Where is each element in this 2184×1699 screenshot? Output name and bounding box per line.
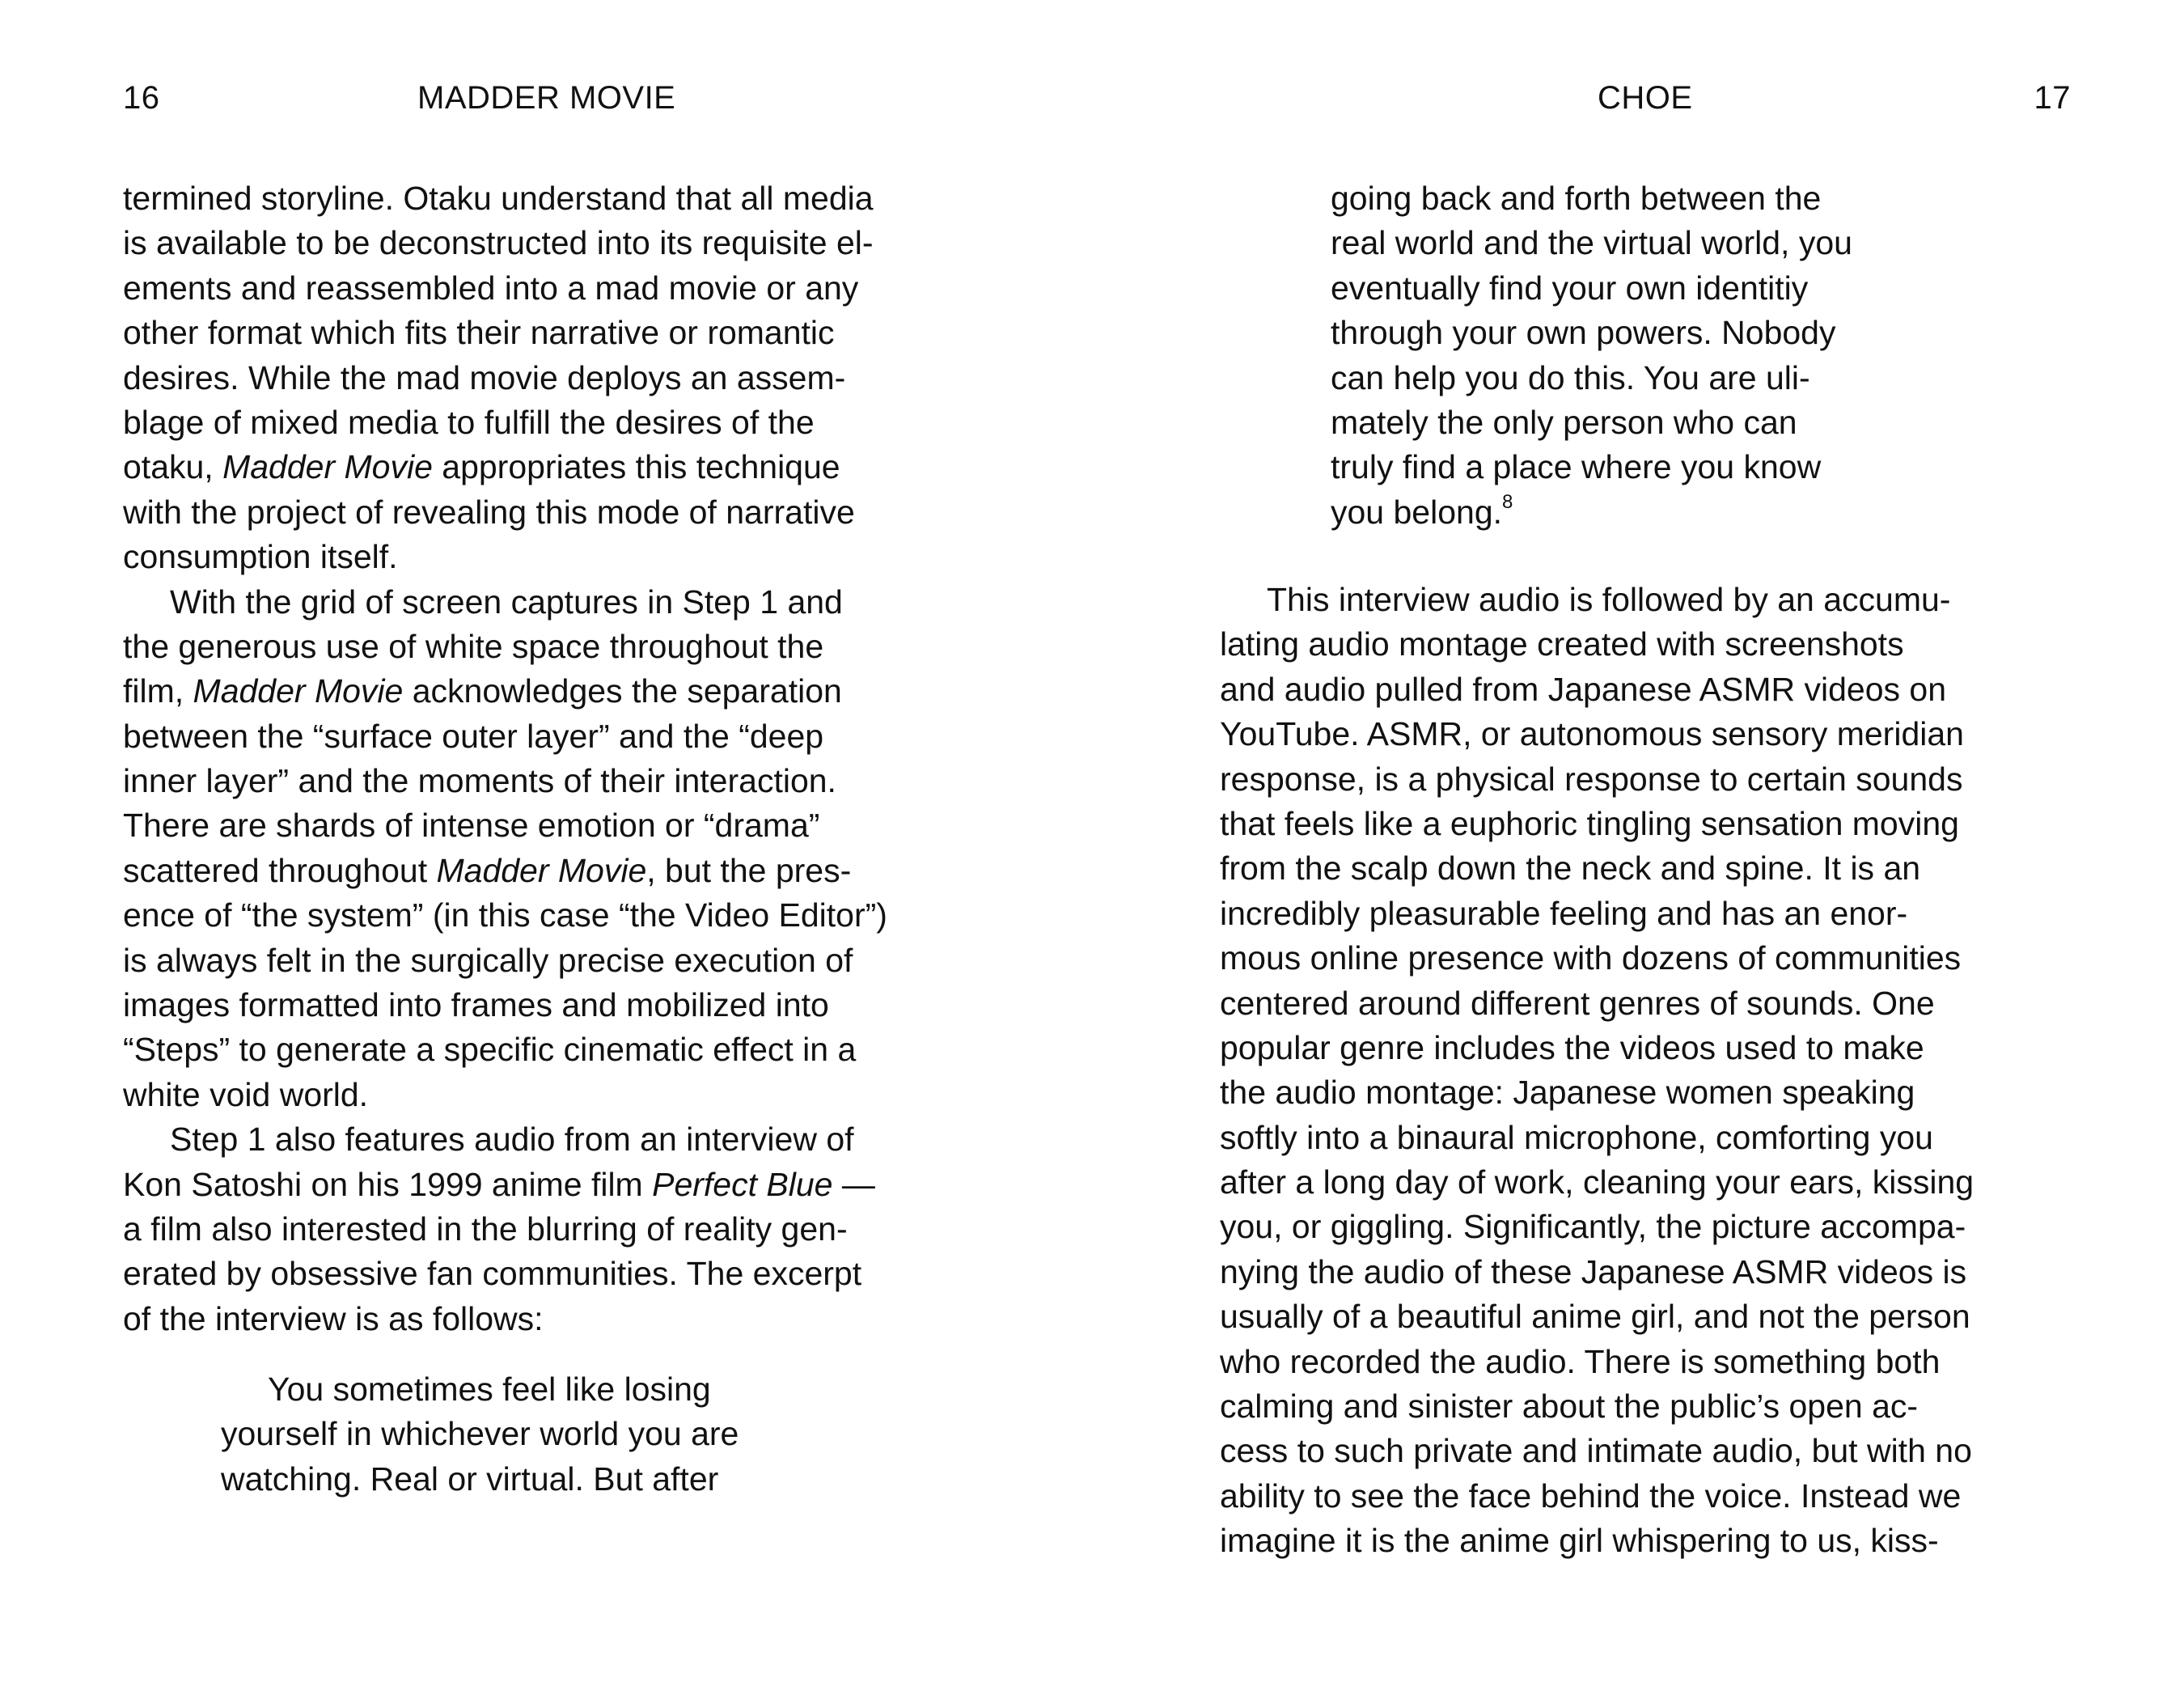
text-line [1220, 1429, 1974, 1473]
text-segment: you, or giggling. Significantly, the picture accompa- [1220, 1208, 1966, 1246]
text-segment: images formatted into frames and mobilized into [123, 986, 829, 1024]
footnote-marker: 8 [1502, 490, 1513, 513]
text-segment: nying the audio of these Japanese ASMR videos is [1220, 1252, 1967, 1290]
text-segment: There are shards of intense emotion or “drama” [123, 807, 820, 845]
text-segment: watching. Real or virtual. But after [221, 1460, 719, 1498]
text-segment: mous online presence with dozens of communities [1220, 939, 1962, 977]
left-block-quote [221, 1367, 739, 1502]
text-segment: real world and the virtual world, you [1331, 224, 1852, 262]
text-segment: truly find a place where you know [1331, 448, 1822, 486]
text-segment: , but the pres- [646, 851, 852, 889]
text-line [1220, 622, 1974, 667]
text-line [123, 266, 887, 311]
text-line [1331, 311, 1852, 355]
text-segment: film, [123, 672, 193, 710]
text-line [1220, 1519, 1974, 1563]
text-line [123, 849, 887, 893]
italic-title: Madder Movie [222, 448, 433, 486]
text-segment: you belong. [1331, 493, 1503, 531]
text-line [1220, 1205, 1974, 1249]
text-line [1220, 1474, 1974, 1519]
left-page-number: 16 [123, 80, 160, 116]
text-line [1220, 1116, 1974, 1160]
text-line [123, 1073, 887, 1117]
text-segment: erated by obsessive fan communities. The excerpt [123, 1255, 862, 1293]
text-segment: otaku, [123, 448, 223, 486]
text-segment: blage of mixed media to fulfill the desires of the [123, 403, 815, 441]
text-segment: incredibly pleasurable feeling and has an enor- [1220, 894, 1908, 932]
italic-title: Perfect Blue [652, 1165, 833, 1203]
text-segment: with the project of revealing this mode of narrative [123, 493, 855, 531]
text-line [1220, 1340, 1974, 1384]
text-segment: the generous use of white space throughout the [123, 627, 824, 665]
text-segment: termined storyline. Otaku understand that all media [123, 180, 874, 217]
text-line [123, 535, 887, 579]
italic-title: Madder Movie [436, 851, 647, 889]
text-line [123, 1297, 887, 1341]
text-line [1220, 892, 1974, 936]
text-segment: ements and reassembled into a mad movie or any [123, 269, 859, 307]
text-segment: response, is a physical response to certain sounds [1220, 760, 1963, 798]
text-line [123, 1252, 887, 1296]
text-line [1220, 802, 1974, 846]
left-running-head: MADDER MOVIE [417, 80, 676, 116]
text-segment: Step 1 also features audio from an interview of [170, 1121, 854, 1159]
text-line [1331, 445, 1852, 489]
text-segment: imagine it is the anime girl whispering to us, kiss- [1220, 1522, 1939, 1560]
text-line [1220, 667, 1974, 712]
text-segment: a film also interested in the blurring of reality gen- [123, 1210, 848, 1248]
text-segment: eventually find your own identitiy [1331, 269, 1809, 307]
text-segment: is available to be deconstructed into its requisite el- [123, 224, 874, 262]
text-line [1331, 176, 1852, 221]
italic-title: Madder Movie [193, 672, 404, 710]
text-segment: is always felt in the surgically precise execution of [123, 941, 853, 979]
text-line [1220, 712, 1974, 756]
text-segment: usually of a beautiful anime girl, and not the person [1220, 1298, 1970, 1336]
text-line [1331, 221, 1852, 265]
text-line [123, 938, 887, 983]
text-line [123, 311, 887, 355]
text-line [123, 580, 887, 625]
text-segment: popular genre includes the videos used to make [1220, 1028, 1924, 1066]
text-line [123, 400, 887, 445]
text-line [1220, 846, 1974, 891]
text-line [1331, 400, 1852, 445]
right-block-quote [1331, 176, 1852, 535]
right-body-text [1220, 578, 1974, 1564]
text-segment: With the grid of screen captures in Step 1 and [170, 583, 843, 621]
text-segment: centered around different genres of sounds. One [1220, 984, 1935, 1022]
text-line [123, 445, 887, 489]
text-segment: yourself in whichever world you are [221, 1415, 739, 1453]
text-segment: lating audio montage created with screenshots [1220, 625, 1904, 663]
text-line [123, 893, 887, 938]
text-segment: through your own powers. Nobody [1331, 314, 1836, 352]
text-line [221, 1367, 739, 1412]
text-segment: This interview audio is followed by an accumu- [1267, 581, 1951, 618]
text-segment: consumption itself. [123, 538, 398, 576]
text-line [123, 714, 887, 759]
text-segment: scattered throughout [123, 851, 437, 889]
text-segment: You sometimes feel like losing [268, 1371, 711, 1408]
text-segment: cess to such private and intimate audio, but with no [1220, 1432, 1972, 1470]
text-line [123, 490, 887, 535]
text-line [1220, 981, 1974, 1026]
text-segment: inner layer” and the moments of their interaction. [123, 762, 836, 800]
text-segment: can help you do this. You are uli- [1331, 358, 1810, 396]
text-segment: between the “surface outer layer” and the “deep [123, 717, 824, 755]
text-line [1220, 578, 1974, 622]
text-line [1220, 936, 1974, 981]
text-segment: and audio pulled from Japanese ASMR videos on [1220, 670, 1947, 708]
text-line [123, 759, 887, 803]
text-line [1331, 266, 1852, 311]
text-line [1220, 1250, 1974, 1294]
text-line [221, 1412, 739, 1456]
left-body-text [123, 176, 887, 1341]
text-line [1220, 1070, 1974, 1115]
text-line [123, 221, 887, 265]
text-segment: calming and sinister about the public’s open ac- [1220, 1388, 1919, 1426]
text-line [1220, 1160, 1974, 1205]
text-line [123, 669, 887, 714]
text-line [123, 1027, 887, 1072]
text-line [123, 1163, 887, 1207]
text-segment: acknowledges the separation [403, 672, 842, 710]
text-line [221, 1457, 739, 1502]
text-segment: “Steps” to generate a specific cinematic effect in a [123, 1031, 857, 1069]
text-segment: from the scalp down the neck and spine. It is an [1220, 850, 1921, 888]
right-page-number: 17 [2034, 80, 2071, 116]
text-segment: of the interview is as follows: [123, 1299, 544, 1337]
text-line [1220, 1026, 1974, 1070]
text-line [1331, 356, 1852, 400]
text-line [1220, 1384, 1974, 1429]
text-segment: Kon Satoshi on his 1999 anime film [123, 1165, 653, 1203]
text-segment: YouTube. ASMR, or autonomous sensory meridian [1220, 715, 1964, 753]
text-segment: the audio montage: Japanese women speaking [1220, 1074, 1915, 1112]
text-segment: softly into a binaural microphone, comforting you [1220, 1118, 1933, 1156]
text-segment: other format which fits their narrative or romantic [123, 314, 835, 352]
text-segment: ence of “the system” (in this case “the Video Editor”) [123, 896, 887, 934]
text-line [1220, 1294, 1974, 1339]
text-segment: white void world. [123, 1075, 369, 1113]
text-segment: desires. While the mad movie deploys an assem- [123, 358, 846, 396]
text-line [123, 176, 887, 221]
text-line [1220, 757, 1974, 802]
text-segment: appropriates this technique [432, 448, 840, 486]
text-line [123, 983, 887, 1027]
text-segment: after a long day of work, cleaning your ears, kissing [1220, 1163, 1974, 1201]
text-line [1331, 490, 1852, 535]
text-line [123, 1117, 887, 1162]
text-segment: ability to see the face behind the voice. Instead we [1220, 1477, 1962, 1515]
right-running-head: CHOE [1598, 80, 1693, 116]
text-segment: mately the only person who can [1331, 403, 1797, 441]
text-segment: who recorded the audio. There is something both [1220, 1342, 1941, 1380]
text-line [123, 1207, 887, 1252]
text-line [123, 803, 887, 848]
text-segment: going back and forth between the [1331, 180, 1822, 217]
text-line [123, 356, 887, 400]
text-segment: — [832, 1165, 875, 1203]
text-line [123, 625, 887, 669]
text-segment: that feels like a euphoric tingling sensation moving [1220, 804, 1959, 842]
